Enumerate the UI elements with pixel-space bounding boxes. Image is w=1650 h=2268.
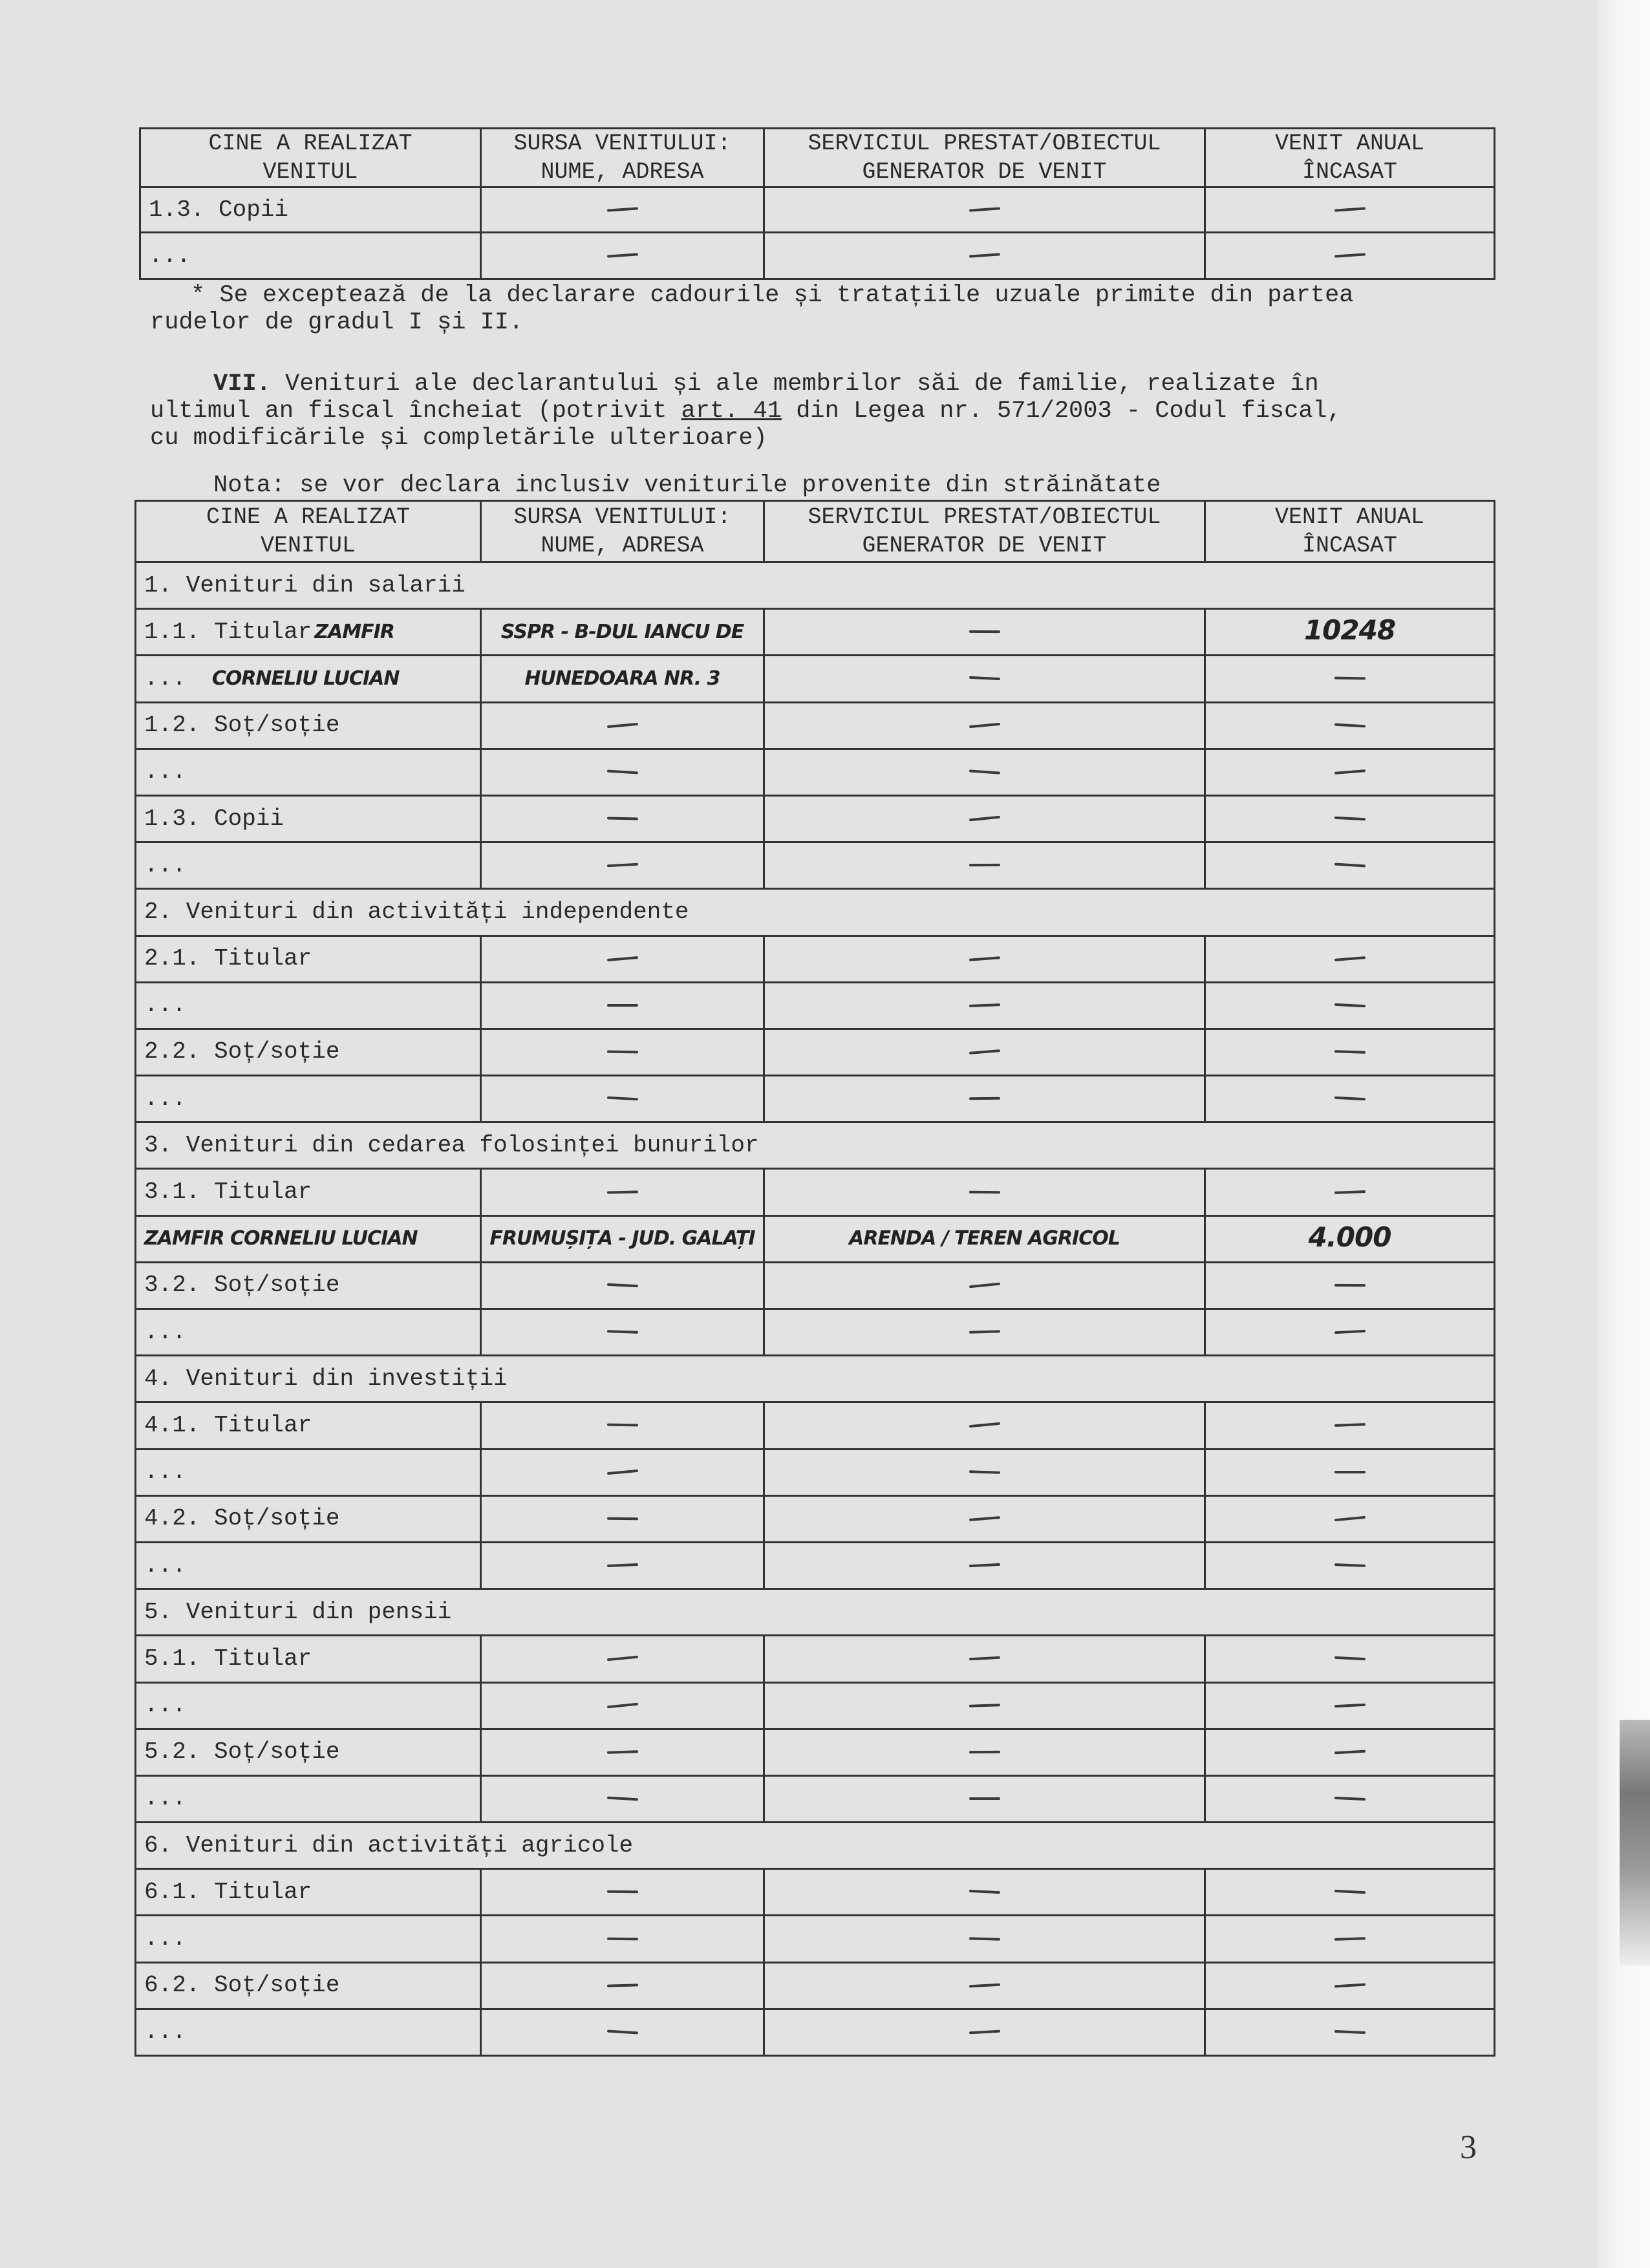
serviciu-cell[interactable] [764,1029,1205,1075]
row-label [136,936,481,982]
dash-mark [606,253,638,257]
row-label [136,609,481,656]
dash-mark [969,1283,1000,1289]
row-label-text: 1.2. Soț/soție [144,712,340,739]
row-label-text: 3.1. Titular [144,1179,312,1206]
dash-mark [1334,253,1365,257]
venit-cell[interactable] [1205,1682,1495,1729]
dash-mark [606,1004,638,1007]
header-serviciu: SERVICIUL PRESTAT/OBIECTUL GENERATOR DE VENIT [764,129,1205,187]
table-row [136,2009,1495,2055]
row-label [136,1215,481,1262]
nota-line: Nota: se vor declara inclusiv veniturile provenite din străinătate [213,472,1161,499]
sursa-cell[interactable] [481,1775,764,1822]
dash-mark [1334,1284,1365,1287]
sursa-cell[interactable] [481,982,764,1029]
sursa-cell[interactable] [481,842,764,889]
section-text: ultimul an fiscal încheiat (potrivit [150,398,681,425]
dash-mark [606,1937,638,1940]
dash-mark [969,253,1000,257]
section-number: VII. [213,370,271,398]
sursa-cell[interactable] [481,1402,764,1449]
sursa-cell[interactable] [481,609,764,656]
venit-cell[interactable] [1205,1309,1495,1356]
venit-cell[interactable] [1205,1542,1495,1589]
serviciu-cell[interactable] [764,187,1205,233]
row-label-text: ... [144,1925,186,1952]
serviciu-cell[interactable] [764,1402,1205,1449]
section-title: 2. Venituri din activități independente [136,889,1495,936]
row-label-text: ... [144,665,186,692]
dash-mark [606,863,638,868]
section-title: 6. Venituri din activități agricole [136,1823,1495,1869]
dash-mark [1334,817,1365,821]
handwritten-entry: HUNEDOARA NR. 3 [524,667,720,690]
venit-cell[interactable] [1205,1636,1495,1682]
table-row [136,609,1495,656]
table-row [140,187,1495,233]
venit-cell[interactable] [1205,1869,1495,1916]
row-label-text: ... [144,1785,186,1812]
venit-cell[interactable] [1205,1495,1495,1542]
dash-mark [606,956,638,961]
serviciu-cell[interactable] [764,656,1205,702]
row-label-text: ... [144,992,186,1019]
section-row [136,1823,1495,1869]
row-label [136,842,481,889]
dash-mark [1334,956,1365,961]
dash-mark [969,630,1000,633]
section-row [136,1589,1495,1636]
table-row [136,1916,1495,1962]
sursa-cell[interactable] [481,1729,764,1775]
table-row [136,1029,1495,1075]
table-header-row [136,501,1495,562]
sursa-cell[interactable] [481,702,764,749]
section-row [136,1356,1495,1402]
venit-cell[interactable] [1205,233,1495,279]
table-row [136,795,1495,842]
dash-mark [1334,1516,1365,1521]
row-label [136,1029,481,1075]
row-label [136,749,481,795]
serviciu-cell[interactable] [764,1962,1205,2009]
dash-mark [1334,1330,1365,1334]
sursa-cell[interactable] [481,1869,764,1916]
dash-mark [969,723,1000,728]
sursa-cell[interactable] [481,1076,764,1122]
venit-cell[interactable] [1205,2009,1495,2055]
scan-shadow [1620,1720,1650,1965]
section-title: 1. Venituri din salarii [136,562,1495,609]
section-row [136,562,1495,609]
dash-mark [1334,1050,1365,1054]
row-label-text: ... [144,1318,186,1345]
sursa-cell[interactable] [481,749,764,795]
header-sursa: SURSA VENITULUI: NUME, ADRESA [481,129,764,187]
venit-cell[interactable] [1205,982,1495,1029]
dash-mark [969,1563,1000,1568]
row-label [136,1869,481,1916]
dash-mark [969,207,1000,211]
art-41-link[interactable]: art. 41 [681,398,782,425]
row-label-text: 4.1. Titular [144,1411,312,1439]
table-row [136,1636,1495,1682]
header-sursa: SURSA VENITULUI: NUME, ADRESA [481,501,764,562]
footnote-line-2: rudelor de gradul I și II. [150,309,524,336]
serviciu-cell[interactable] [764,702,1205,749]
serviciu-cell[interactable] [764,1215,1205,1262]
dash-mark [969,1330,1000,1333]
table-row [136,936,1495,982]
venit-cell[interactable] [1205,1402,1495,1449]
row-label [136,1682,481,1729]
row-label [136,1775,481,1822]
dash-mark [606,1190,638,1193]
dash-mark [1334,1097,1365,1100]
sursa-cell[interactable] [481,1029,764,1075]
serviciu-cell[interactable] [764,1309,1205,1356]
handwritten-entry: ARENDA / TEREN AGRICOL [849,1227,1120,1250]
dash-mark [969,1797,1000,1800]
row-label [136,702,481,749]
dash-mark [1334,1703,1365,1707]
page-number: 3 [1460,2129,1477,2166]
table-row [136,842,1495,889]
venit-cell[interactable] [1205,842,1495,889]
sursa-cell[interactable] [481,656,764,702]
row-label [136,1542,481,1589]
section-title: 4. Venituri din investiții [136,1356,1495,1402]
serviciu-cell[interactable] [764,749,1205,795]
row-label [136,1495,481,1542]
handwritten-entry: SSPR - B-DUL IANCU DE [500,620,744,643]
row-label-text: 2.1. Titular [144,945,312,972]
row-label-text: ... [144,1692,186,1719]
dash-mark [969,1751,1000,1753]
venit-cell[interactable] [1205,1262,1495,1309]
serviciu-cell[interactable] [764,1729,1205,1775]
table-row [136,1309,1495,1356]
dash-mark [606,1656,638,1661]
dash-mark [1334,1797,1365,1801]
header-venit: VENIT ANUAL ÎNCASAT [1205,129,1495,187]
handwritten-entry: 10248 [1303,614,1396,647]
dash-mark [1334,1890,1365,1894]
dash-mark [606,1424,638,1427]
dash-mark [969,676,1000,680]
row-label [136,795,481,842]
table-row [136,656,1495,702]
sursa-cell[interactable] [481,936,764,982]
sursa-cell[interactable] [481,1215,764,1262]
dash-mark [606,817,638,820]
sursa-cell[interactable] [481,233,764,279]
dash-mark [606,1984,638,1987]
row-label-text: ... [144,1459,186,1486]
dash-mark [606,722,638,727]
dash-mark [1334,207,1365,211]
dash-mark [606,1470,638,1475]
row-label-text: ... [144,851,186,879]
section-vii-line-1 [213,370,1319,398]
serviciu-cell[interactable] [764,2009,1205,2055]
venit-cell[interactable] [1205,1076,1495,1122]
dash-mark [606,1051,638,1054]
row-label-text: ... [144,1552,186,1579]
dash-mark [969,956,1000,961]
serviciu-cell[interactable] [764,842,1205,889]
dash-mark [606,1330,638,1334]
dash-mark [1334,1749,1365,1754]
dash-mark [1334,723,1365,727]
row-label [136,1169,481,1215]
sursa-cell[interactable] [481,187,764,233]
table-row [136,1775,1495,1822]
sursa-cell[interactable] [481,1542,764,1589]
table-row [136,1402,1495,1449]
dash-mark [969,1656,1000,1661]
sursa-cell[interactable] [481,1636,764,1682]
venit-cell[interactable] [1205,1215,1495,1262]
dash-mark [1334,1003,1365,1008]
sursa-cell[interactable] [481,1169,764,1215]
serviciu-cell[interactable] [764,1076,1205,1122]
row-label-text: ... [144,758,186,786]
table-row [136,1215,1495,1262]
section-row [136,1122,1495,1169]
sursa-cell[interactable] [481,1449,764,1495]
row-label [136,2009,481,2055]
serviciu-cell[interactable] [764,233,1205,279]
serviciu-cell[interactable] [764,1262,1205,1309]
dash-mark [606,1097,638,1101]
dash-mark [969,1704,1000,1707]
row-label [136,1262,481,1309]
dash-mark [606,1563,638,1567]
serviciu-cell[interactable] [764,936,1205,982]
handwritten-name: CORNELIU LUCIAN [211,667,400,690]
dash-mark [606,1517,638,1521]
row-label-text: 5.2. Soț/soție [144,1738,340,1766]
dash-mark [1334,1983,1365,1987]
table-header-row [140,129,1495,187]
table-row [136,1729,1495,1775]
income-table [134,500,1495,2057]
section-vii-line-2 [150,398,1342,425]
dash-mark [969,1190,1000,1193]
dash-mark [969,1983,1000,1987]
dash-mark [1334,1563,1365,1567]
row-label-text: ... [144,2018,186,2046]
row-label-text: ... [144,1085,186,1112]
dash-mark [969,769,1000,774]
row-label [136,1636,481,1682]
sursa-cell[interactable] [481,1262,764,1309]
handwritten-name: ZAMFIR [314,620,394,643]
venit-cell[interactable] [1205,1449,1495,1495]
row-label [136,1916,481,1962]
table-row [136,1262,1495,1309]
table-row [136,1076,1495,1122]
serviciu-cell[interactable] [764,1775,1205,1822]
row-label-text: 6.1. Titular [144,1878,312,1905]
row-label [136,656,481,702]
handwritten-name: ZAMFIR CORNELIU LUCIAN [144,1227,418,1250]
dash-mark [969,2030,1000,2035]
dash-mark [1334,1656,1365,1661]
serviciu-cell[interactable] [764,795,1205,842]
dash-mark [969,1003,1000,1007]
serviciu-cell[interactable] [764,609,1205,656]
table-row [136,1542,1495,1589]
dash-mark [1334,2030,1365,2034]
venit-cell[interactable] [1205,1916,1495,1962]
sursa-cell[interactable] [481,1916,764,1962]
row-label: ... [140,233,481,279]
dash-mark [969,864,1000,866]
table-row [136,1169,1495,1215]
row-label [136,1729,481,1775]
table-row [136,1682,1495,1729]
row-label [136,1076,481,1122]
table-row [136,1495,1495,1542]
venit-cell[interactable] [1205,1029,1495,1075]
venit-cell[interactable] [1205,1962,1495,2009]
serviciu-cell[interactable] [764,1542,1205,1589]
venit-cell[interactable] [1205,1169,1495,1215]
header-cine: CINE A REALIZAT VENITUL [136,501,481,562]
venit-cell[interactable] [1205,936,1495,982]
table-row [136,1962,1495,2009]
serviciu-cell[interactable] [764,1449,1205,1495]
row-label [136,982,481,1029]
sursa-cell[interactable] [481,1682,764,1729]
dash-mark [969,1890,1000,1894]
dash-mark [606,207,638,211]
row-label-text: 3.2. Soț/soție [144,1272,340,1299]
row-label-text: 6.2. Soț/soție [144,1972,340,1999]
venit-cell[interactable] [1205,1775,1495,1822]
footnote-line-1: * Se exceptează de la declarare cadourile și tratațiile uzuale primite din partea [191,282,1354,309]
table-row [136,1449,1495,1495]
dash-mark [606,1702,638,1708]
section-text: din Legea nr. 571/2003 - Codul fiscal, [781,398,1342,425]
sursa-cell[interactable] [481,2009,764,2055]
dash-mark [606,1283,638,1288]
sursa-cell[interactable] [481,1309,764,1356]
serviciu-cell[interactable] [764,1682,1205,1729]
dash-mark [606,1750,638,1754]
section-vii-line-3: cu modificările și completările ulterioare) [150,425,767,452]
row-label [136,1962,481,2009]
serviciu-cell[interactable] [764,1495,1205,1542]
handwritten-entry: FRUMUȘIȚA - JUD. GALAȚI [489,1227,755,1250]
income-table-continued [139,127,1495,280]
row-label-text: 4.2. Soț/soție [144,1505,340,1532]
dash-mark [969,1470,1000,1474]
handwritten-entry: 4.000 [1308,1221,1391,1253]
venit-cell[interactable] [1205,1729,1495,1775]
table-row [136,1869,1495,1916]
header-venit: VENIT ANUAL ÎNCASAT [1205,501,1495,562]
dash-mark [1334,1423,1365,1427]
table-row [136,982,1495,1029]
venit-cell[interactable] [1205,609,1495,656]
serviciu-cell[interactable] [764,982,1205,1029]
row-label [136,1309,481,1356]
row-label: 1.3. Copii [140,187,481,233]
dash-mark [969,1049,1000,1054]
dash-mark [606,1797,638,1801]
venit-cell[interactable] [1205,749,1495,795]
row-label-text: 1.3. Copii [144,805,284,832]
row-label [136,1449,481,1495]
dash-mark [969,816,1000,822]
row-label-text: 5.1. Titular [144,1645,312,1672]
dash-mark [1334,1190,1365,1194]
section-title: 3. Venituri din cedarea folosinței bunurilor [136,1122,1495,1169]
dash-mark [606,769,638,774]
dash-mark [1334,1937,1365,1941]
venit-cell[interactable] [1205,187,1495,233]
dash-mark [1334,863,1365,868]
serviciu-cell[interactable] [764,1916,1205,1962]
row-label-text: 1.1. Titular [144,618,312,645]
section-title: 5. Venituri din pensii [136,1589,1495,1636]
table-row [136,749,1495,795]
table-row [136,702,1495,749]
sursa-cell[interactable] [481,795,764,842]
dash-mark [1334,769,1365,775]
table-row [140,233,1495,279]
dash-mark [969,1422,1000,1428]
sursa-cell[interactable] [481,1962,764,2009]
dash-mark [606,1890,638,1893]
header-serviciu: SERVICIUL PRESTAT/OBIECTUL GENERATOR DE VENIT [764,501,1205,562]
venit-cell[interactable] [1205,656,1495,702]
venit-cell[interactable] [1205,795,1495,842]
section-row [136,889,1495,936]
header-cine: CINE A REALIZAT VENITUL [140,129,481,187]
dash-mark [1334,1471,1366,1473]
dash-mark [969,1937,1000,1940]
dash-mark [969,1516,1000,1521]
row-label-text: 2.2. Soț/soție [144,1038,340,1065]
dash-mark [969,1097,1000,1100]
row-label [136,1402,481,1449]
venit-cell[interactable] [1205,702,1495,749]
dash-mark [1334,677,1365,680]
serviciu-cell[interactable] [764,1169,1205,1215]
section-title: Venituri ale declarantului și ale membrilor săi de familie, realizate în [285,370,1319,398]
dash-mark [606,2029,638,2034]
sursa-cell[interactable] [481,1495,764,1542]
serviciu-cell[interactable] [764,1869,1205,1916]
serviciu-cell[interactable] [764,1636,1205,1682]
